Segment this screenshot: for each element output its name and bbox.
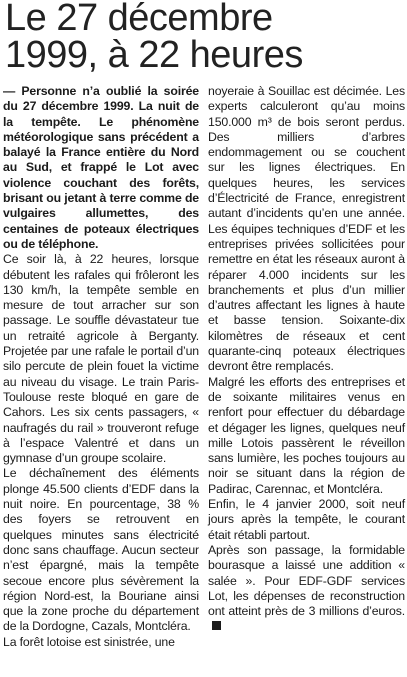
headline-line-1: Le 27 décembre bbox=[5, 0, 273, 39]
article-paragraph-1: Ce soir là, à 22 heures, lorsque débutent les rafales qui frôleront les 130 km/h, la tempête semble en mesure de tout arracher sur son passage. Le souffle dévastateur tue un retraité agricole à Berganty. Projetée par une rafale le portail d’un silo percute de plein fouet la victime au niveau du visage. Le train Paris-Toulouse reste bloqué en gare de Cahors. Les six cents passagers, « naufragés du rail » trouveront refuge à l’espace Valentré et dans un gymnase d’un groupe scolaire. bbox=[3, 252, 199, 466]
article-paragraph-6-text: Après son passage, la formidable bourasque a laissé une addition « salée ». Pour EDF-GDF services Lot, les dépenses de reconstruction ont atteint près de 3 millions d’euros. bbox=[208, 542, 405, 619]
article-lead: — Personne n’a oublié la soirée du 27 décembre 1999. La nuit de la tempête. Le phénomène météorologique sans précédent a balayé la France entière du Nord au Sud, et frappé le Lot avec violence couchant des forêts, brisant ou jetant à terre comme de vulgaires allumettes, des centaines de poteaux électriques ou de téléphone. bbox=[3, 84, 199, 251]
article-paragraph-6 bbox=[208, 543, 405, 635]
article-paragraph-4: Malgré les efforts des entreprises et de soixante militaires venus en renfort pour effectuer du débardage et dégager les lignes, quelques neuf mille Lotois passèrent le réveillon sans lumière, les poches toujours au noir se situant dans la région de Padirac, Carennac, et Montcléra. bbox=[208, 374, 405, 496]
article-paragraph-5: Enfin, le 4 janvier 2000, soit neuf jours après la tempête, le courant était rétabli partout. bbox=[208, 497, 405, 542]
article-paragraph-3-continued: noyeraie à Souillac est décimée. Les experts calculeront qu’au moins 150.000 m³ de bois seront perdus. Des milliers d’arbres endommagement ou se couchent sur les lignes électriques. En quelques heures, les services d’Électricité de France, enregistrent autant d’incidents qu’en une année. Les équipes techniques d’EDF et les entreprises privées sollicitées pour remettre en état les réseaux auront à réparer 4.000 incidents sur les branchements et plus d’un millier d’autres affectant les lignes à haute et basse tension. Soixante-dix kilomètres de réseaux et cent quarante-cinq poteaux électriques devront être remplacés. bbox=[208, 84, 405, 374]
article-column-right bbox=[208, 84, 405, 635]
headline-line-2: 1999, à 22 heures bbox=[5, 34, 303, 76]
end-of-article-mark bbox=[212, 621, 221, 630]
article-paragraph-2: Le déchaînement des éléments plonge 45.500 clients d’EDF dans la nuit noire. En pourcentage, 38 % des foyers se retrouvent en quelques minutes sans électricité donc sans chauffage. Aucun secteur n’est épargné, mais la tempête secoue encore plus sévèrement la région Nord-est, la Bouriane ainsi que la zone proche du département de la Dordogne, Cazals, Montcléra. bbox=[3, 466, 199, 634]
article-paragraph-3-start: La forêt lotoise est sinistrée, une bbox=[3, 634, 175, 649]
headline bbox=[5, 0, 405, 74]
article-column-left bbox=[3, 84, 199, 650]
